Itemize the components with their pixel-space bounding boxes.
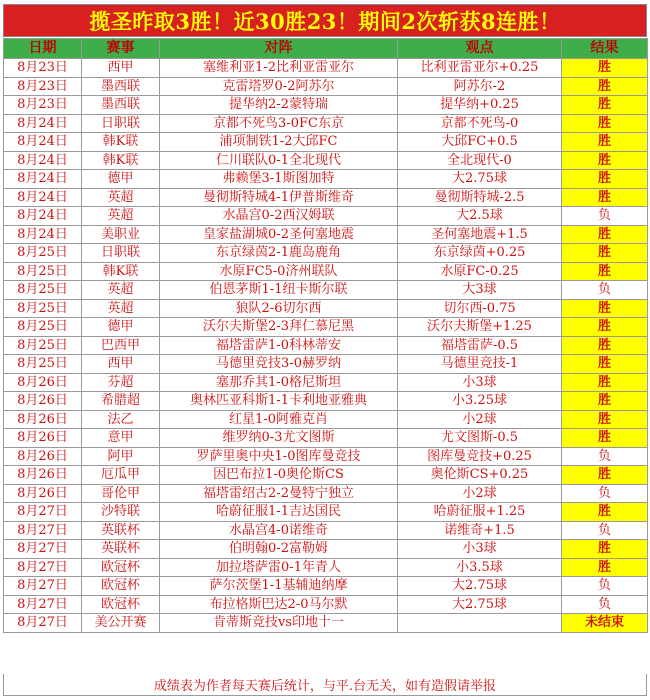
row-league: 韩K联 <box>82 151 160 170</box>
header-pick: 观点 <box>398 39 562 59</box>
row-pick: 哈蔚征服+1.25 <box>398 503 562 522</box>
row-result: 胜 <box>562 373 648 392</box>
row-date: 8月25日 <box>4 281 82 300</box>
row-date: 8月24日 <box>4 151 82 170</box>
row-result: 胜 <box>562 558 648 577</box>
row-result: 负 <box>562 281 648 300</box>
row-pick: 小2球 <box>398 410 562 429</box>
row-match: 水原FC5-0济州联队 <box>160 262 398 281</box>
row-match: 浦项制铁1-2大邱FC <box>160 133 398 152</box>
row-league: 英超 <box>82 207 160 226</box>
row-pick: 水原FC-0.25 <box>398 262 562 281</box>
row-pick: 小3球 <box>398 373 562 392</box>
row-league: 西甲 <box>82 355 160 374</box>
row-match: 塞维利亚1-2比利亚雷亚尔 <box>160 59 398 78</box>
row-match: 水晶宫4-0诺维奇 <box>160 521 398 540</box>
row-date: 8月27日 <box>4 614 82 633</box>
row-league: 欧冠杯 <box>82 558 160 577</box>
table-row <box>4 503 648 522</box>
row-pick: 京都不死鸟-0 <box>398 114 562 133</box>
table-row <box>4 225 648 244</box>
header-match: 对阵 <box>160 39 398 59</box>
row-league: 欧冠杯 <box>82 577 160 596</box>
row-pick: 提华纳+0.25 <box>398 96 562 115</box>
row-league: 墨西联 <box>82 96 160 115</box>
row-pick: 阿苏尔-2 <box>398 77 562 96</box>
row-pick: 大2.5球 <box>398 207 562 226</box>
row-league: 希腊超 <box>82 392 160 411</box>
row-pick: 大2.75球 <box>398 170 562 189</box>
row-result: 胜 <box>562 355 648 374</box>
banner-title: 揽圣昨取3胜！近30胜23！期间2次斩获8连胜！ <box>3 4 647 37</box>
row-league: 英超 <box>82 281 160 300</box>
row-pick: 尤文图斯-0.5 <box>398 429 562 448</box>
row-result: 胜 <box>562 59 648 78</box>
row-match: 哈蔚征服1-1吉达国民 <box>160 503 398 522</box>
row-match: 肯蒂斯竞技vs印地十一 <box>160 614 398 633</box>
table-row <box>4 355 648 374</box>
row-match: 伯恩茅斯1-1纽卡斯尔联 <box>160 281 398 300</box>
row-pick: 大3球 <box>398 281 562 300</box>
row-league: 沙特联 <box>82 503 160 522</box>
row-league: 厄瓜甲 <box>82 466 160 485</box>
row-pick: 沃尔夫斯堡+1.25 <box>398 318 562 337</box>
table-row <box>4 595 648 614</box>
row-result: 胜 <box>562 77 648 96</box>
header-league: 赛事 <box>82 39 160 59</box>
table-row <box>4 540 648 559</box>
row-pick: 奥伦斯CS+0.25 <box>398 466 562 485</box>
row-league: 法乙 <box>82 410 160 429</box>
row-pick: 小3.5球 <box>398 558 562 577</box>
row-date: 8月26日 <box>4 392 82 411</box>
row-pick: 比利亚雷亚尔+0.25 <box>398 59 562 78</box>
row-date: 8月24日 <box>4 207 82 226</box>
row-date: 8月27日 <box>4 521 82 540</box>
row-date: 8月26日 <box>4 429 82 448</box>
row-result: 胜 <box>562 392 648 411</box>
row-match: 水晶宫0-2西汉姆联 <box>160 207 398 226</box>
row-league: 欧冠杯 <box>82 595 160 614</box>
row-league: 日职联 <box>82 114 160 133</box>
row-match: 布拉格斯巴达2-0马尔默 <box>160 595 398 614</box>
table-row <box>4 447 648 466</box>
table-row <box>4 466 648 485</box>
row-result: 胜 <box>562 188 648 207</box>
row-date: 8月25日 <box>4 355 82 374</box>
row-match: 京都不死鸟3-0FC东京 <box>160 114 398 133</box>
row-pick: 大2.75球 <box>398 577 562 596</box>
row-result: 胜 <box>562 503 648 522</box>
row-result: 胜 <box>562 299 648 318</box>
row-pick: 东京绿茵+0.25 <box>398 244 562 263</box>
row-league: 英超 <box>82 299 160 318</box>
row-date: 8月26日 <box>4 373 82 392</box>
table-row <box>4 429 648 448</box>
row-result: 胜 <box>562 410 648 429</box>
row-league: 巴西甲 <box>82 336 160 355</box>
row-match: 克雷塔罗0-2阿苏尔 <box>160 77 398 96</box>
row-league: 西甲 <box>82 59 160 78</box>
row-match: 皇家盐湖城0-2圣何塞地震 <box>160 225 398 244</box>
row-league: 美职业 <box>82 225 160 244</box>
row-date: 8月24日 <box>4 225 82 244</box>
row-league: 英超 <box>82 188 160 207</box>
row-match: 罗萨里奥中央1-0图库曼竞技 <box>160 447 398 466</box>
header-date: 日期 <box>4 39 82 59</box>
row-match: 因巴布拉1-0奥伦斯CS <box>160 466 398 485</box>
row-date: 8月26日 <box>4 410 82 429</box>
row-pick: 小3.25球 <box>398 392 562 411</box>
row-result: 胜 <box>562 244 648 263</box>
row-league: 意甲 <box>82 429 160 448</box>
row-match: 马德里竞技3-0赫罗纳 <box>160 355 398 374</box>
table-row <box>4 114 648 133</box>
row-result: 胜 <box>562 96 648 115</box>
table-row <box>4 77 648 96</box>
row-result: 负 <box>562 207 648 226</box>
table-row <box>4 59 648 78</box>
table-row <box>4 521 648 540</box>
table-row <box>4 170 648 189</box>
row-date: 8月24日 <box>4 170 82 189</box>
row-result: 胜 <box>562 262 648 281</box>
row-result: 胜 <box>562 225 648 244</box>
table-row <box>4 281 648 300</box>
results-table <box>3 38 648 633</box>
row-date: 8月27日 <box>4 595 82 614</box>
row-pick: 全北现代-0 <box>398 151 562 170</box>
table-row <box>4 188 648 207</box>
row-result: 胜 <box>562 170 648 189</box>
row-result: 负 <box>562 521 648 540</box>
row-result: 胜 <box>562 466 648 485</box>
row-match: 红星1-0阿雅克肖 <box>160 410 398 429</box>
table-row <box>4 336 648 355</box>
row-pick: 图库曼竞技+0.25 <box>398 447 562 466</box>
row-league: 韩K联 <box>82 133 160 152</box>
table-row <box>4 558 648 577</box>
table-row <box>4 244 648 263</box>
row-date: 8月24日 <box>4 188 82 207</box>
row-league: 哥伦甲 <box>82 484 160 503</box>
row-match: 曼彻斯特城4-1伊普斯维奇 <box>160 188 398 207</box>
table-header-row <box>4 39 648 59</box>
row-pick: 切尔西-0.75 <box>398 299 562 318</box>
row-date: 8月27日 <box>4 540 82 559</box>
row-result: 胜 <box>562 133 648 152</box>
row-pick: 小3球 <box>398 540 562 559</box>
row-pick: 圣何塞地震+1.5 <box>398 225 562 244</box>
row-match: 沃尔夫斯堡2-3拜仁慕尼黑 <box>160 318 398 337</box>
row-date: 8月24日 <box>4 114 82 133</box>
row-match: 伯明翰0-2富勒姆 <box>160 540 398 559</box>
row-league: 德甲 <box>82 318 160 337</box>
row-date: 8月25日 <box>4 244 82 263</box>
row-pick: 曼彻斯特城-2.5 <box>398 188 562 207</box>
table-row <box>4 318 648 337</box>
table-row <box>4 614 648 633</box>
footer-note: 成绩表为作者每天赛后统计，与平.台无关，如有造假请举报 <box>3 674 647 696</box>
table-row <box>4 392 648 411</box>
row-match: 仁川联队0-1全北现代 <box>160 151 398 170</box>
row-result: 负 <box>562 595 648 614</box>
row-date: 8月23日 <box>4 96 82 115</box>
row-league: 芬超 <box>82 373 160 392</box>
row-result: 负 <box>562 577 648 596</box>
row-match: 弗赖堡3-1斯图加特 <box>160 170 398 189</box>
row-match: 塞那乔其1-0格尼斯坦 <box>160 373 398 392</box>
row-league: 阿甲 <box>82 447 160 466</box>
row-pick: 马德里竞技-1 <box>398 355 562 374</box>
row-pick: 大邱FC+0.5 <box>398 133 562 152</box>
table-row <box>4 96 648 115</box>
row-date: 8月23日 <box>4 59 82 78</box>
row-result: 胜 <box>562 540 648 559</box>
row-match: 加拉塔萨雷0-1年青人 <box>160 558 398 577</box>
row-result: 未结束 <box>562 614 648 633</box>
row-league: 美公开赛 <box>82 614 160 633</box>
row-match: 福塔雷萨1-0科林蒂安 <box>160 336 398 355</box>
row-league: 墨西联 <box>82 77 160 96</box>
row-league: 英联杯 <box>82 540 160 559</box>
row-date: 8月25日 <box>4 336 82 355</box>
table-row <box>4 262 648 281</box>
row-date: 8月27日 <box>4 558 82 577</box>
row-date: 8月25日 <box>4 262 82 281</box>
row-result: 胜 <box>562 114 648 133</box>
row-match: 福塔雷绍古2-2曼特宁独立 <box>160 484 398 503</box>
row-date: 8月23日 <box>4 77 82 96</box>
row-result: 胜 <box>562 336 648 355</box>
row-league: 日职联 <box>82 244 160 263</box>
header-result: 结果 <box>562 39 648 59</box>
table-body <box>4 59 648 633</box>
table-row <box>4 484 648 503</box>
table-row <box>4 133 648 152</box>
row-match: 狼队2-6切尔西 <box>160 299 398 318</box>
table-row <box>4 410 648 429</box>
row-league: 德甲 <box>82 170 160 189</box>
table-row <box>4 207 648 226</box>
row-league: 韩K联 <box>82 262 160 281</box>
row-date: 8月26日 <box>4 484 82 503</box>
row-match: 提华纳2-2蒙特瑞 <box>160 96 398 115</box>
row-date: 8月27日 <box>4 577 82 596</box>
table-row <box>4 151 648 170</box>
row-date: 8月25日 <box>4 318 82 337</box>
row-pick: 福塔雷萨-0.5 <box>398 336 562 355</box>
row-result: 负 <box>562 484 648 503</box>
row-date: 8月26日 <box>4 466 82 485</box>
row-match: 萨尔茨堡1-1基辅迪纳摩 <box>160 577 398 596</box>
row-pick: 诺维奇+1.5 <box>398 521 562 540</box>
row-result: 胜 <box>562 151 648 170</box>
row-pick: 大2.75球 <box>398 595 562 614</box>
row-league: 英联杯 <box>82 521 160 540</box>
row-match: 东京绿茵2-1鹿岛鹿角 <box>160 244 398 263</box>
row-result: 负 <box>562 447 648 466</box>
table-row <box>4 373 648 392</box>
row-pick <box>398 614 562 633</box>
table-row <box>4 299 648 318</box>
row-date: 8月25日 <box>4 299 82 318</box>
row-pick: 小2球 <box>398 484 562 503</box>
row-result: 胜 <box>562 429 648 448</box>
row-match: 维罗纳0-3尤文图斯 <box>160 429 398 448</box>
row-date: 8月27日 <box>4 503 82 522</box>
table-row <box>4 577 648 596</box>
row-result: 胜 <box>562 318 648 337</box>
row-match: 奥林匹亚科斯1-1卡利地亚雅典 <box>160 392 398 411</box>
row-date: 8月24日 <box>4 133 82 152</box>
row-date: 8月26日 <box>4 447 82 466</box>
